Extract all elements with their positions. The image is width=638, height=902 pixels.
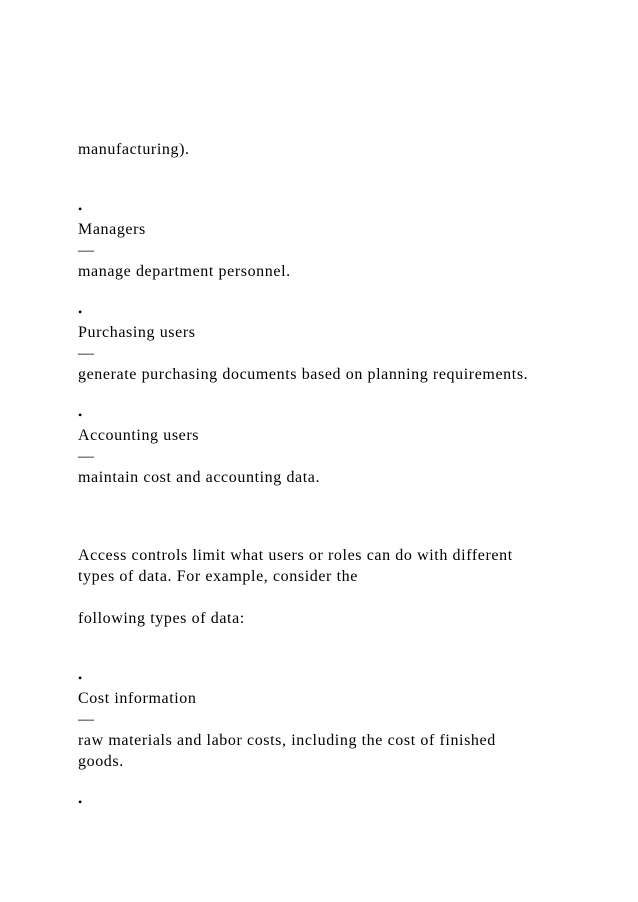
bullet-icon: • [78, 305, 83, 319]
text-fragment-end: manufacturing). [78, 141, 190, 158]
data-type-description: goods. [78, 753, 124, 770]
data-type-description: raw materials and labor costs, including the cost of finished [78, 732, 496, 749]
em-dash: — [78, 345, 94, 362]
role-name-purchasing-users: Purchasing users [78, 324, 196, 341]
em-dash: — [78, 448, 94, 465]
paragraph-line: Access controls limit what users or roles can do with different [78, 547, 513, 564]
em-dash: — [78, 711, 94, 728]
role-description-managers: manage department personnel. [78, 263, 291, 280]
bullet-icon: • [78, 671, 83, 685]
role-description-purchasing-users: generate purchasing documents based on planning requirements. [78, 366, 529, 383]
bullet-icon: • [78, 795, 83, 809]
role-name-managers: Managers [78, 221, 146, 238]
bullet-icon: • [78, 202, 83, 216]
data-type-name-cost-information: Cost information [78, 690, 197, 707]
role-description-accounting-users: maintain cost and accounting data. [78, 469, 321, 486]
em-dash: — [78, 242, 94, 259]
paragraph-line: types of data. For example, consider the [78, 568, 358, 585]
bullet-icon: • [78, 408, 83, 422]
role-name-accounting-users: Accounting users [78, 427, 200, 444]
paragraph-line: following types of data: [78, 610, 245, 627]
